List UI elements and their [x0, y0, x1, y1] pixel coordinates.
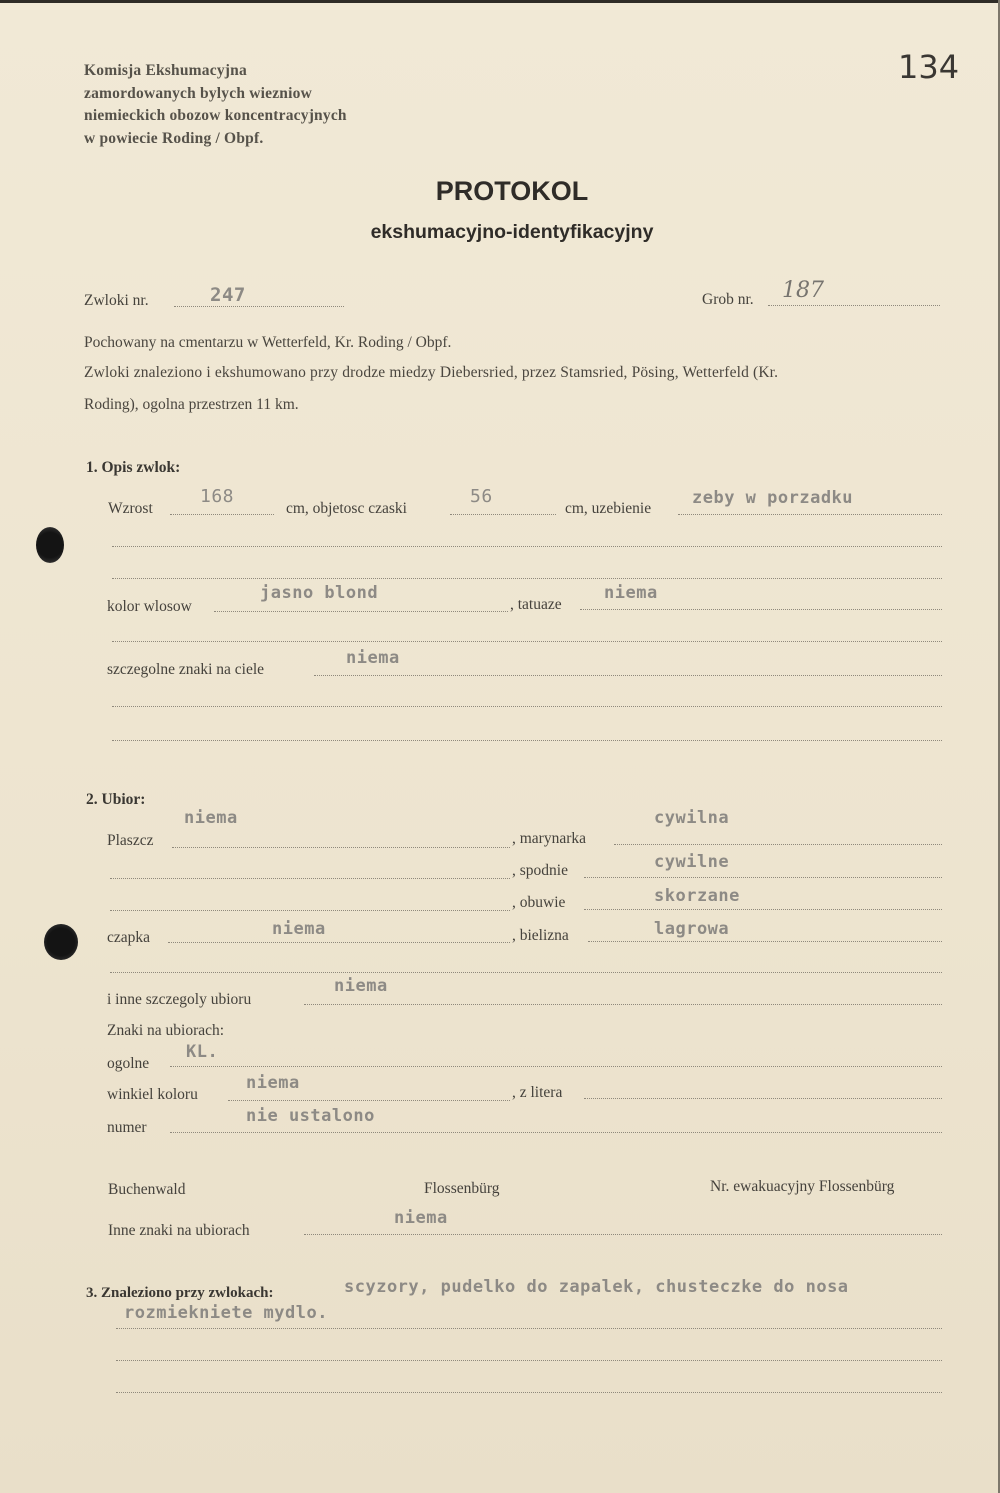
section-3-heading: 3. Znaleziono przy zwlokach:	[86, 1285, 274, 1301]
burial-line-2: Zwloki znaleziono i ekshumowano przy drodze miedzy Diebersried, przez Stamsried, Pösing, Wetterfeld (Kr.	[84, 364, 779, 381]
plaszcz-value: niema	[184, 808, 238, 828]
plaszcz-label: Plaszcz	[107, 832, 154, 849]
tatuaze-line	[580, 609, 942, 610]
blank-line	[112, 546, 942, 547]
tatuaze-label: , tatuaze	[510, 596, 562, 613]
punch-hole-top	[36, 527, 64, 563]
ogolne-value: KL.	[186, 1042, 219, 1062]
litera-line	[584, 1098, 942, 1099]
marynarka-label: , marynarka	[512, 830, 587, 847]
spodnie-line	[584, 877, 942, 878]
spodnie-label: , spodnie	[512, 862, 568, 879]
blank-line	[116, 1360, 942, 1361]
znaki-ciele-value: niema	[346, 648, 400, 668]
numer-line	[170, 1132, 942, 1133]
burial-line-3: Roding), ogolna przestrzen 11 km.	[84, 396, 299, 413]
zwloki-label: Zwloki nr.	[84, 292, 149, 309]
kolor-line	[214, 611, 508, 612]
winkiel-value: niema	[246, 1073, 300, 1093]
blank-line	[116, 1392, 942, 1393]
zwloki-line	[174, 306, 344, 307]
page-number: 134	[898, 48, 960, 86]
plaszcz-line	[172, 847, 510, 848]
wzrost-label: Wzrost	[108, 500, 153, 517]
znaki-ciele-label: szczegolne znaki na ciele	[107, 661, 265, 678]
inne-szczegoly-line	[304, 1004, 942, 1005]
grob-value: 187	[782, 278, 824, 303]
found-items-line-2: rozmiekniete mydlo.	[124, 1303, 328, 1323]
ewakuacyjny-label: Nr. ewakuacyjny Flossenbürg	[710, 1178, 895, 1195]
czaszka-value: 56	[470, 486, 493, 507]
commission-line: w powiecie Roding / Obpf.	[84, 129, 264, 147]
czapka-label: czapka	[107, 929, 151, 946]
znaki-ubiorach-heading: Znaki na ubiorach:	[107, 1022, 225, 1039]
numer-label: numer	[107, 1119, 147, 1136]
bielizna-line	[588, 941, 942, 942]
blank-line	[110, 878, 510, 879]
inne-szczegoly-value: niema	[334, 976, 388, 996]
cm-objetosc-label: cm, objetosc czaski	[286, 500, 407, 517]
blank-line	[110, 972, 942, 973]
blank-line	[116, 1328, 942, 1329]
marynarka-line	[614, 844, 942, 845]
ogolne-label: ogolne	[107, 1055, 150, 1072]
litera-label: , z litera	[512, 1084, 563, 1101]
czapka-value: niema	[272, 919, 326, 939]
czapka-line	[168, 942, 510, 943]
blank-line	[112, 578, 942, 579]
commission-line: zamordowanych bylych wiezniow	[84, 84, 312, 102]
marynarka-value: cywilna	[654, 808, 730, 828]
found-items-line-1: scyzory, pudelko do zapalek, chusteczke do nosa	[344, 1277, 849, 1297]
grob-label: Grob nr.	[702, 291, 754, 308]
obuwie-value: skorzane	[654, 886, 740, 906]
inne-znaki-value: niema	[394, 1208, 448, 1228]
bielizna-value: lagrowa	[654, 919, 730, 939]
cm-uzebienie-label: cm, uzebienie	[565, 500, 652, 517]
commission-header	[84, 60, 347, 150]
flossenburg-label: Flossenbürg	[424, 1180, 500, 1197]
punch-hole-bottom	[44, 924, 78, 960]
commission-line: Komisja Ekshumacyjna	[84, 62, 247, 79]
document-title: PROTOKOL	[435, 176, 589, 206]
burial-line-1: Pochowany na cmentarzu w Wetterfeld, Kr. Roding / Obpf.	[84, 334, 452, 351]
wzrost-value: 168	[200, 486, 235, 507]
uzebienie-line	[678, 514, 942, 515]
section-2-heading: 2. Ubior:	[86, 791, 146, 808]
scan-top-edge	[0, 0, 1000, 3]
blank-line	[112, 706, 942, 707]
inne-znaki-label: Inne znaki na ubiorach	[108, 1222, 250, 1239]
zwloki-value: 247	[210, 284, 246, 306]
winkiel-label: winkiel koloru	[107, 1086, 198, 1103]
wzrost-line	[170, 514, 274, 515]
document-subtitle: ekshumacyjno-identyfikacyjny	[370, 221, 654, 243]
inne-znaki-line	[304, 1234, 942, 1235]
winkiel-line	[228, 1100, 510, 1101]
numer-value: nie ustalono	[246, 1106, 375, 1126]
section-1-heading: 1. Opis zwlok:	[86, 459, 181, 476]
ogolne-line	[170, 1066, 942, 1067]
obuwie-line	[584, 909, 942, 910]
blank-line	[112, 740, 942, 741]
blank-line	[112, 641, 942, 642]
czaszka-line	[450, 514, 556, 515]
inne-szczegoly-label: i inne szczegoly ubioru	[107, 991, 252, 1008]
blank-line	[110, 910, 510, 911]
commission-line: niemieckich obozow koncentracyjnych	[84, 107, 347, 124]
buchenwald-label: Buchenwald	[108, 1181, 186, 1198]
bielizna-label: , bielizna	[512, 927, 569, 944]
grob-line	[768, 305, 940, 306]
uzebienie-value: zeby w porzadku	[692, 488, 854, 508]
obuwie-label: , obuwie	[512, 894, 566, 911]
znaki-ciele-line	[314, 675, 942, 676]
kolor-value: jasno blond	[260, 583, 379, 603]
tatuaze-value: niema	[604, 583, 658, 603]
kolor-label: kolor wlosow	[107, 598, 192, 615]
spodnie-value: cywilne	[654, 852, 730, 872]
